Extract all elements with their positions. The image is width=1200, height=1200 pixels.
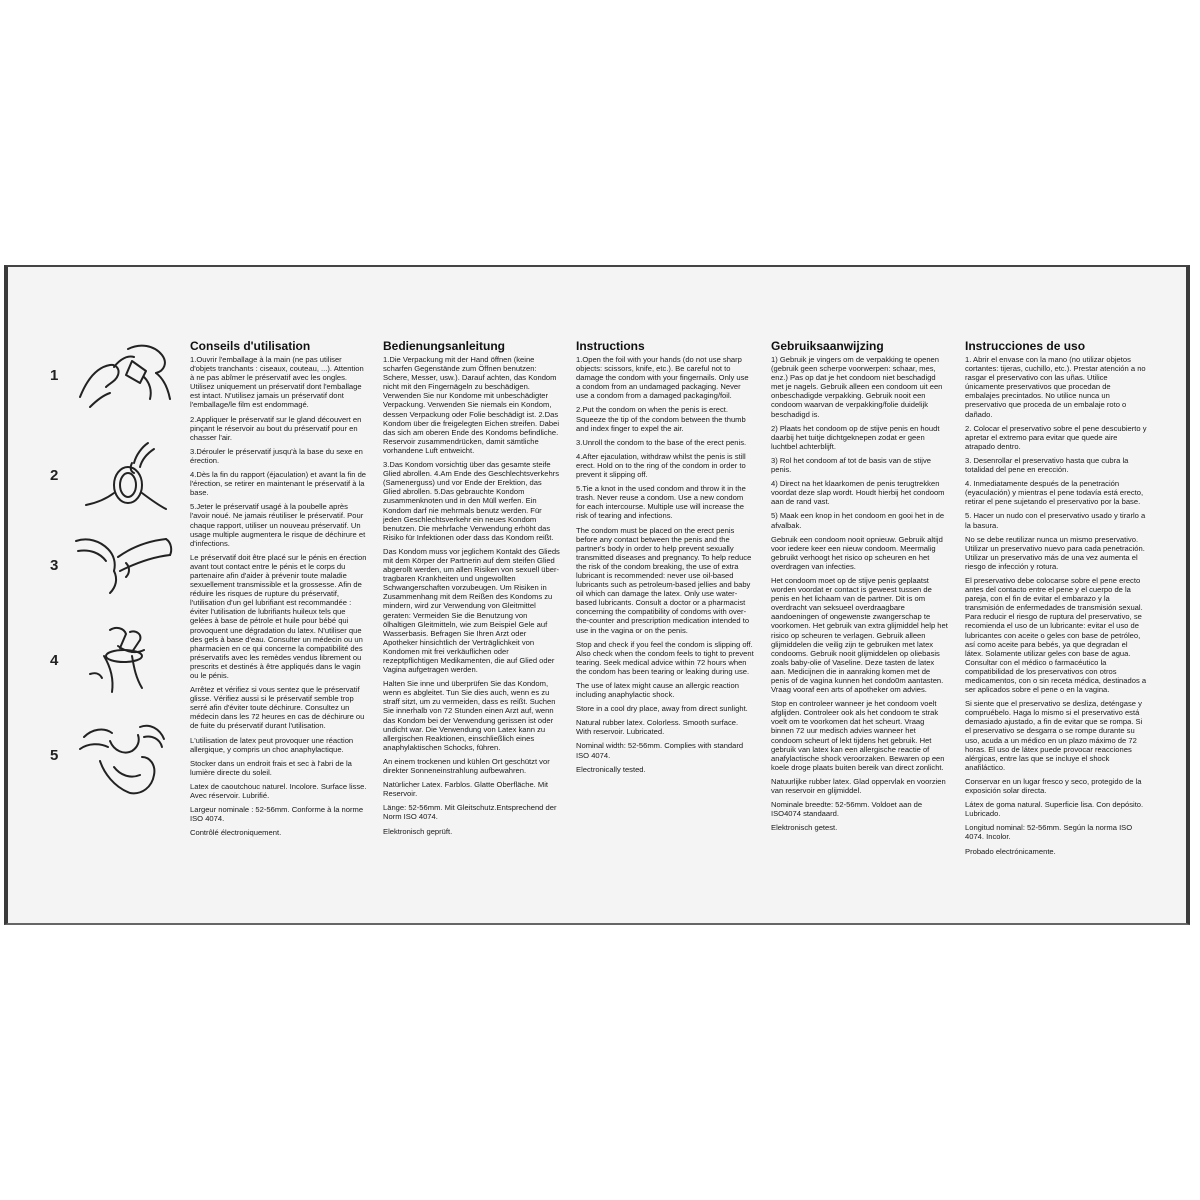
paragraph: 1.Open the foil with your hands (do not use sharp objects: scissors, knife, etc.). Be careful not to damage the condom with your fingernails. Only use a condom from an undamaged packaging. Never use a condom from a damaged packaging/foil. xyxy=(576,355,749,401)
paragraph: 4.Dès la fin du rapport (éjaculation) et avant la fin de l'érection, se retirer en maintenant le préservatif à la base. xyxy=(190,470,367,498)
column-french xyxy=(190,339,368,842)
paragraph: Contrôlé électroniquement. xyxy=(190,828,282,838)
unroll-condom-icon xyxy=(70,527,180,607)
paragraph: Conservar en un lugar fresco y seco, protegido de la exposición solar directa. xyxy=(965,776,1142,796)
paragraph: 4) Direct na het klaarkomen de penis terugtrekken voordat deze slap wordt. Houdt hierbij het condoom aan de rand vast. xyxy=(771,479,945,507)
paragraph: Natural rubber latex. Colorless. Smooth surface. With reservoir. Lubricated. xyxy=(576,718,739,737)
paragraph: 3.Das Kondom vorsichtig über das gesamte steife Glied abrollen. 4.Am Ende des Geschlechtsverkehrs (Samenerguss) und vor Ende der Erektion, das Glied abrollen. 5.Das gebrauchte Kondom zusammenknoten und in den Müll werfen. Ein Kondom darf nie mehrmals benutz werden. Für jeden Geschlechtsverkehr ein neues Kondom benutzen. Die mehrfache Verwendung erhöht das Risiko für Infektionen oder dass das Kondom reißt. xyxy=(383,460,560,542)
paragraph: 1) Gebruik je vingers om de verpakking te openen (gebruik geen scherpe voorwerpen: schaar, mes, enz.) Pas op dat je het condoom niet beschadigd met je nagels. Gebruik alleen een condoom uit een onbeschadigde verpakking. Gebruik nooit een condoom waarvan de verpakking/folie duidelijk beschadigd is. xyxy=(771,355,943,419)
paragraph: Halten Sie inne und überprüfen Sie das Kondom, wenn es abgleitet. Tun Sie dies auch, wenn es zu straff sitzt, um zu vermeiden, dass es reißt. Suchen Sie innerhalb von 72 Stunden einen Arzt auf, wenn das Kondom bei der Verwendung gerissen ist oder undicht war. Die Verwendung von Latex kann zu allergischen Reaktionen, einschließlich eines anaphylaktischen Schocks, führen. xyxy=(383,679,556,752)
paragraph: Gebruik een condoom nooit opnieuw. Gebruik altijd voor iedere keer een nieuw condoom. Meermalig gebruikt verhoogt het risico op scheuren en het overdragen van infecties. xyxy=(771,534,943,571)
step-number: 1 xyxy=(50,367,59,384)
paragraph: El preservativo debe colocarse sobre el pene erecto antes del contacto entre el pene y el cuerpo de la pareja, con el fin de evitar el embarazo y la transmisión de enfermedades de transmisión sexual. Para reducir el riesgo de ruptura del preservativo, se recomienda el uso de un lubricante: evitar el uso de lubricantes con aceite o geles con base de petróleo, así como aceite para bebés, ya que degradan el látex. Solamente utilizar geles con base de agua. Consultar con el médico o farmacéutico la compatibilidad de los preservativos con otros medicamentos, con o sin receta médica, destinados a ser aplicados sobre el pene o en la vagina. xyxy=(965,575,1147,695)
paragraph: 5. Hacer un nudo con el preservativo usado y tirarlo a la basura. xyxy=(965,511,1146,530)
paragraph: The condom must be placed on the erect penis before any contact between the penis and the partner's body in order to help prevent sexually transmitted diseases and pregnancy. To help reduce the risk of the condom breaking, the use of extra lubricant is recommended: never use oil-based lubricants such as petroleum-based jellies and baby oil which can damage the latex. Only use water-based lubricants. Consult a doctor or a pharmacist concerning the compatibility of condoms with over-the-counter and prescription medication intended to use in the vagina or on the penis. xyxy=(576,525,752,635)
paragraph: 5.Jeter le préservatif usagé à la poubelle après l'avoir noué. Ne jamais réutiliser le préservatif. Pour chaque rapport, utiliser un nouveau préservatif. Un usage multiple augmentera le risque de déchirure et d'infections. xyxy=(190,502,366,548)
step-4 xyxy=(42,622,192,712)
paragraph: 1.Die Verpackung mit der Hand öffnen (keine scharfen Gegenstände zum Öffnen benutzen: Schere, Messer, usw.). Darauf achten, das Kondom nicht mit den Fingernägeln zu beschädigen. Verwenden Sie nur Kondome mit unbeschädigter Verpackung. Verwenden Sie niemals ein Kondom, dessen Verpackung oder Folie beschädigt ist. 2.Das Kondom über die freigelegten Eichen streifen. Dabei das sich am oberen Ende des Kondoms befindliche. Reservoir zusammendrücken, damit sämtliche vorhandene Luft entweicht. xyxy=(383,355,560,455)
paragraph: 5.Tie a knot in the used condom and throw it in the trash. Never reuse a condom. Use a new condom for each intercourse. Multiple use will increase the risk of tearing and infections. xyxy=(576,484,746,521)
withdraw-condom-icon xyxy=(70,622,180,702)
paragraph: 3. Desenrollar el preservativo hasta que cubra la totalidad del pene en erección. xyxy=(965,455,1129,475)
pinch-tip-icon xyxy=(70,437,180,517)
paragraph: Het condoom moet op de stijve penis geplaatst worden voordat er contact is geweest tussen de penis en het lichaam van de partner. Dit is om overdracht van seksueel overdraagbare aandoeningen of ongewenste zwangerschap te voorkomen. Het gebruik van extra glijmiddel help het risico op scheuren te verlagen. Gebruik alleen glijmiddelen die veilig zijn te gebruiken met latex condooms. Gebruik nooit glijmiddelen op oliebasis zoals baby-olie of Vaseline. Deze tasten de latex aan. Medicijnen die in aanraking komen met de penis of de vagina kunnen het condo0m aantasten. Vraag vooraf een arts of apotheker om advies. xyxy=(771,575,948,695)
section-title: Instructions xyxy=(576,339,645,353)
paragraph: Elektronisch geprüft. xyxy=(383,826,453,836)
paragraph: Si siente que el preservativo se desliza, deténgase y compruébelo. Haga lo mismo si el preservativo está demasiado ajustado, a fin de evitar que se rompa. Si el preservativo se desgarra o se rompe durante su uso, acuda a un médico en un plazo máximo de 72 horas. El uso de látex puede provocar reacciones alérgicas, entre las que se incluye el shock anafiláctico. xyxy=(965,699,1143,772)
paragraph: Largeur nominale : 52-56mm. Conforme à la norme ISO 4074. xyxy=(190,805,364,824)
section-title: Gebruiksaanwijzing xyxy=(771,339,884,353)
section-title: Instrucciones de uso xyxy=(965,339,1086,353)
step-number: 3 xyxy=(50,557,59,574)
paragraph: Store in a cool dry place, away from direct sunlight. xyxy=(576,704,748,714)
open-foil-hands-icon xyxy=(70,337,180,417)
paragraph: L'utilisation de latex peut provoquer une réaction allergique, y compris un choc anaphylactique. xyxy=(190,735,354,754)
paragraph: The use of latex might cause an allergic reaction including anaphylactic shock. xyxy=(576,681,739,700)
paragraph: Nominal width: 52-56mm. Complies with standard ISO 4074. xyxy=(576,741,744,760)
paragraph: 5) Maak een knop in het condoom en gooi het in de afvalbak. xyxy=(771,511,945,530)
paragraph: Natuurlijke rubber latex. Glad oppervlak en voorzien van reservoir en glijmiddel. xyxy=(771,776,946,796)
step-illustrations xyxy=(42,337,192,817)
step-5 xyxy=(42,717,192,807)
paragraph: Latex de caoutchouc naturel. Incolore. Surface lisse. Avec réservoir. Lubrifié. xyxy=(190,781,367,801)
column-english xyxy=(576,339,754,779)
step-1 xyxy=(42,337,192,427)
paragraph: 3.Unroll the condom to the base of the erect penis. xyxy=(576,437,747,447)
paragraph: Longitud nominal: 52-56mm. Según la norma ISO 4074. Incolor. xyxy=(965,823,1133,842)
column-dutch xyxy=(771,339,949,837)
paragraph: Electronically tested. xyxy=(576,764,646,774)
paragraph: Länge: 52-56mm. Mit Gleitschutz.Entsprechend der Norm ISO 4074. xyxy=(383,803,557,822)
tie-knot-icon xyxy=(70,717,180,797)
paragraph: Stocker dans un endroit frais et sec à l'abri de la lumière directe du soleil. xyxy=(190,758,352,777)
paragraph: Stop and check if you feel the condom is slipping off. Also check when the condom feels to tight to prevent tearing. Seek medical advice within 72 hours when the condom has been tearing or leaking during use. xyxy=(576,639,754,676)
paragraph: No se debe reutilizar nunca un mismo preservativo. Utilizar un preservativo nuevo para cada penetración. Utilizar un preservativo más de una vez aumenta el riesgo de infección y rotura. xyxy=(965,534,1145,571)
step-2 xyxy=(42,437,192,527)
paragraph: Das Kondom muss vor jeglichem Kontakt des Glieds mit dem Körper der Partnerin auf dem steifen Glied abgerollt werden, um allen Risiken von sexuell über- tragbaren Krankheiten und ungewollten Schwangerschaften vorzubeugen. Um Risiken in Zusammenhang mit dem Reißen des Kondoms zu mindern, wird zur Verwendung von Gleitmittel geraten: Vermeiden Sie die Benutzung von ölhaltigen Gleitmitteln, wie zum Beispiel Gele auf Wasserbasis. Befragen Sie Ihren Arzt oder Apotheker hinsichtlich der Verträglichkeit von Kondomen mit frei verkäuflichen oder rezeptpflichtigen Medikamenten, die auf Glied oder Vagina aufgetragen werden. xyxy=(383,546,560,675)
paragraph: Stop en controleer wanneer je het condoom voelt afglijden. Controleer ook als het condoom te strak voelt om te voorkomen dat het scheurt. Vraag binnen 72 uur medisch advies wanneer het condoom scheurt of lekt tijdens het gebruik. Het gebruik van latex kan een allergische reactie of anafylactische shock veroorzaken. Bewaren op een koele droge plaats buiten bereik van direct zonlicht. xyxy=(771,699,945,772)
step-number: 5 xyxy=(50,747,59,764)
paragraph: Natürlicher Latex. Farblos. Glatte Oberfläche. Mit Reservoir. xyxy=(383,780,549,799)
paragraph: 3) Rol het condoom af tot de basis van de stijve penis. xyxy=(771,455,931,475)
column-spanish xyxy=(965,339,1147,861)
paragraph: Elektronisch getest. xyxy=(771,823,838,833)
paragraph: 2. Colocar el preservativo sobre el pene descubierto y apretar el extremo para evitar que quede aire atrapado dentro. xyxy=(965,423,1147,451)
paragraph: Le préservatif doit être placé sur le pénis en érection avant tout contact entre le pénis et le corps du partenaire afin d'aider à prévenir toute maladie sexuellement transmissible et la grossesse. Afin de réduire les risques de rupture du préservatif, l'utilisation d'un gel lubrifiant est recommandée : éviter l'utilisation de lubrifiants huileux tels que gelées à base de pétrole et huile pour bébé qui provoquent une dégradation du latex. N'utiliser que des gels à base d'eau. Consulter un médecin ou un pharmacien en ce qui concerne la compatibilité des préservatifs avec les remèdes vendus librement ou prescrits et destinés à être appliqués dans le vagin ou le pénis. xyxy=(190,552,367,680)
paragraph: Nominale breedte: 52-56mm. Voldoet aan de ISO4074 standaard. xyxy=(771,800,923,819)
paragraph: 4.After ejaculation, withdraw whilst the penis is still erect. Hold on to the ring of the condom in order to prevent it slipping off. xyxy=(576,451,746,480)
paragraph: An einem trockenen und kühlen Ort geschützt vor direkter Sonneneinstrahlung aufbewahren. xyxy=(383,756,550,776)
paragraph: 4. Inmediatamente después de la penetración (eyaculación) y mientras el pene todavía está erecto, retirar el pene sujetando el preservativo por la base. xyxy=(965,479,1144,507)
paragraph: 1.Ouvrir l'emballage à la main (ne pas utiliser d'objets tranchants : ciseaux, couteau, ...). Attention à ne pas abîmer le préservatif avec les ongles. Utilisez uniquement un préservatif dont l'emballage est intact. N'utilisez jamais un préservatif dont l'emballage/le film est endommagé. xyxy=(190,355,364,410)
paragraph: 2.Appliquer le préservatif sur le gland découvert en pinçant le réservoir au bout du préservatif pour en chasser l'air. xyxy=(190,414,362,442)
paragraph: Probado electrónicamente. xyxy=(965,846,1056,856)
column-german xyxy=(383,339,561,841)
paragraph: Látex de goma natural. Superficie lisa. Con depósito. Lubricado. xyxy=(965,800,1144,819)
step-number: 4 xyxy=(50,652,59,669)
paragraph: Arrêtez et vérifiez si vous sentez que le préservatif glisse. Vérifiez aussi si le préservatif semble trop serré afin d'éviter toute déchirure. Consultez un médecin dans les 72 heures en cas de déchirure ou de fuite du préservatif durant l'utilisation. xyxy=(190,685,365,731)
section-title: Bedienungsanleitung xyxy=(383,339,506,353)
step-3 xyxy=(42,527,192,617)
step-number: 2 xyxy=(50,467,59,484)
instruction-leaflet xyxy=(4,265,1190,925)
paragraph: 2) Plaats het condoom op de stijve penis en houdt daarbij het tuitje dichtgeknepen zodat er geen luchtbel achterblijft. xyxy=(771,423,940,451)
section-title: Conseils d'utilisation xyxy=(190,339,311,353)
paragraph: 1. Abrir el envase con la mano (no utilizar objetos cortantes: tijeras, cuchillo, etc.). Prestar atención a no rasgar el preservativo con las uñas. Utilice únicamente preservativos que procedan de embalajes precintados. No utilice nunca un preservativo que proceda de un embalaje roto o dañado. xyxy=(965,355,1146,419)
paragraph: 2.Put the condom on when the penis is erect. Squeeze the tip of the condom between the thumb and index finger to expel the air. xyxy=(576,405,746,433)
paragraph: 3.Dérouler le préservatif jusqu'à la base du sexe en érection. xyxy=(190,446,363,465)
